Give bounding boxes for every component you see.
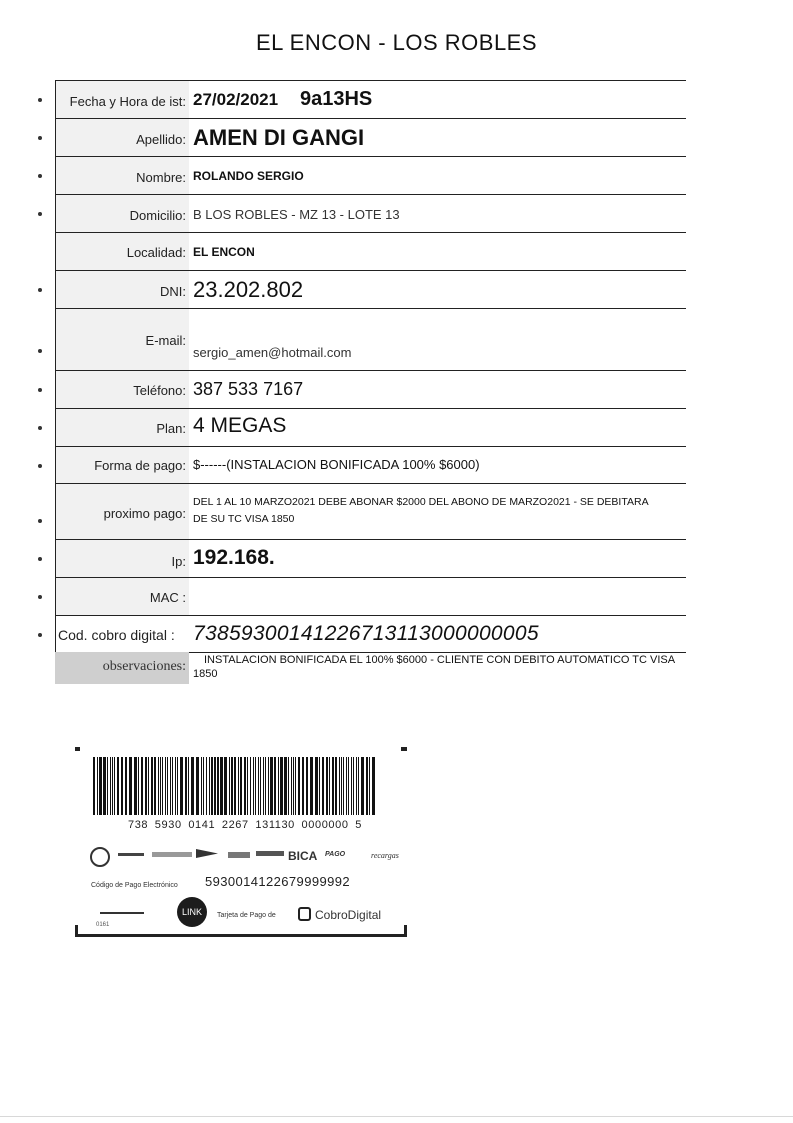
barcode-bar: [329, 757, 330, 815]
label-domicilio: Domicilio:: [55, 195, 189, 232]
barcode-bar: [346, 757, 347, 815]
barcode-bar: [220, 757, 223, 815]
barcode-bar: [97, 757, 98, 815]
barcode-bar: [112, 757, 113, 815]
label-fecha: Fecha y Hora de ist:: [55, 81, 189, 118]
barcode-bar: [315, 757, 318, 815]
barcode-bar: [93, 757, 95, 815]
barcode-bar: [180, 757, 183, 815]
barcode-bar: [298, 757, 300, 815]
row-ip: [55, 539, 686, 577]
row-telefono: [55, 370, 686, 408]
barcode-bar: [258, 757, 259, 815]
label-forma-pago: Forma de pago:: [55, 447, 189, 483]
barcode-bar: [358, 757, 359, 815]
barcode-bar: [280, 757, 283, 815]
barcode-bar: [322, 757, 324, 815]
barcode-bar: [263, 757, 264, 815]
barcode-bar: [319, 757, 320, 815]
barcode-bar: [250, 757, 251, 815]
barcode-number: 738 5930 0141 2267 131130 0000000 5: [128, 819, 362, 831]
barcode-bar: [278, 757, 279, 815]
barcode-bar: [107, 757, 108, 815]
barcode-bar: [366, 757, 368, 815]
barcode-bar: [138, 757, 139, 815]
value-cod-cobro: 73859300141226713113000000005: [193, 622, 539, 645]
value-observaciones: INSTALACION BONIFICADA EL 100% $6000 - CLIENTE CON DEBITO AUTOMATICO TC VISA 1850: [193, 654, 675, 680]
label-mac: MAC :: [55, 578, 189, 615]
bica-logo: BICA: [288, 849, 318, 863]
barcode-bar: [238, 757, 239, 815]
barcode-bar: [117, 757, 119, 815]
value-proximo-pago-line2: DE SU TC VISA 1850: [193, 513, 295, 525]
value-proximo-pago: DEL 1 AL 10 MARZO2021 DEBE ABONAR $2000 DEL ABONO DE MARZO2021 - SE DEBITARA DE SU TC VISA 1850: [193, 496, 649, 525]
barcode-bar: [224, 757, 227, 815]
barcode-bar: [351, 757, 352, 815]
barcode-bar: [343, 757, 344, 815]
label-email: E-mail:: [55, 309, 189, 370]
barcode-bar: [247, 757, 248, 815]
value-fecha: 27/02/2021 9a13HS: [193, 88, 373, 110]
barcode-bar: [154, 757, 156, 815]
value-telefono: 387 533 7167: [193, 379, 304, 399]
barcode-bar: [270, 757, 273, 815]
barcode-image: [93, 757, 375, 815]
barcode-bar: [203, 757, 204, 815]
row-plan: [55, 408, 686, 446]
barcode-bar: [201, 757, 202, 815]
barcode-bar: [356, 757, 357, 815]
label-telefono: Teléfono:: [55, 371, 189, 408]
barcode-bar: [293, 757, 294, 815]
barcode-bar: [103, 757, 106, 815]
barcode-bar: [148, 757, 149, 815]
logo-mark-3: [196, 849, 218, 858]
barcode-bar: [291, 757, 292, 815]
value-dni: 23.202.802: [193, 277, 304, 302]
row-domicilio: [55, 194, 686, 232]
barcode-bar: [114, 757, 115, 815]
row-cod-cobro: [55, 615, 686, 653]
logo-mark-2: [152, 852, 192, 857]
barcode-bar: [129, 757, 132, 815]
barcode-bar: [141, 757, 143, 815]
value-plan: 4 MEGAS: [193, 414, 287, 437]
card-small-number: 0161: [96, 922, 110, 928]
barcode-bar: [260, 757, 261, 815]
barcode-bar: [188, 757, 189, 815]
row-mac: [55, 577, 686, 615]
cobrodigital-icon: [298, 907, 311, 921]
barcode-bar: [211, 757, 213, 815]
barcode-bar: [121, 757, 123, 815]
barcode-bar: [125, 757, 127, 815]
barcode-bar: [268, 757, 269, 815]
value-email: sergio_amen@hotmail.com: [193, 345, 352, 360]
row-email: [55, 308, 686, 370]
value-mac: [193, 578, 680, 615]
row-fecha: [55, 80, 686, 118]
barcode-bar: [185, 757, 187, 815]
value-nombre: ROLANDO SERGIO: [193, 169, 304, 183]
value-ip: 192.168.: [193, 546, 275, 569]
label-proximo-pago: proximo pago:: [55, 484, 189, 539]
barcode-bar: [240, 757, 242, 815]
label-nombre: Nombre:: [55, 157, 189, 194]
label-ip: Ip:: [55, 540, 189, 577]
label-cod-cobro: Cod. cobro digital :: [55, 616, 189, 652]
barcode-bar: [209, 757, 210, 815]
barcode-bar: [353, 757, 354, 815]
barcode-bar: [145, 757, 147, 815]
barcode-bar: [217, 757, 219, 815]
barcode-bar: [162, 757, 163, 815]
barcode-bar: [158, 757, 159, 815]
pagomiscuentas-logo: [100, 905, 144, 914]
barcode-bar: [372, 757, 375, 815]
rapipago-logo: [90, 847, 110, 867]
barcode-bar: [302, 757, 304, 815]
barcode-bar: [191, 757, 194, 815]
barcode-bar: [134, 757, 137, 815]
observaciones-block: [55, 652, 686, 684]
label-apellido: Apellido:: [55, 119, 189, 156]
page-title: EL ENCON - LOS ROBLES: [255, 30, 538, 55]
row-proximo-pago: [55, 483, 686, 539]
barcode-bar: [110, 757, 111, 815]
value-domicilio: B LOS ROBLES - MZ 13 - LOTE 13: [193, 207, 400, 222]
barcode-bar: [177, 757, 178, 815]
barcode-bar: [361, 757, 364, 815]
link-logo: LINK: [177, 897, 207, 927]
barcode-bar: [335, 757, 337, 815]
barcode-bar: [369, 757, 370, 815]
logo-mark-1: [118, 853, 144, 856]
electronic-code-label: Código de Pago Electrónico: [91, 882, 178, 889]
barcode-bar: [160, 757, 161, 815]
barcode-bar: [214, 757, 216, 815]
customer-form: [55, 80, 686, 653]
label-dni: DNI:: [55, 271, 189, 308]
label-plan: Plan:: [55, 409, 189, 446]
recargas-logo: recargas: [371, 851, 399, 860]
page-edge-line: [0, 1116, 793, 1117]
barcode-bar: [151, 757, 153, 815]
barcode-bar: [341, 757, 342, 815]
logo-mark-5: [256, 851, 284, 856]
barcode-bar: [165, 757, 166, 815]
barcode-bar: [167, 757, 168, 815]
tarjeta-label: Tarjeta de Pago de: [217, 912, 276, 919]
barcode-bar: [253, 757, 254, 815]
row-nombre: [55, 156, 686, 194]
row-apellido: [55, 118, 686, 156]
value-forma-pago: $------(INSTALACION BONIFICADA 100% $6000): [193, 457, 480, 472]
row-forma-pago: [55, 446, 686, 483]
barcode-bar: [348, 757, 349, 815]
pagofacil-logo: PAGO: [325, 851, 346, 858]
value-localidad: EL ENCON: [193, 245, 255, 259]
barcode-bar: [170, 757, 171, 815]
value-hora: 9a13HS: [300, 88, 373, 110]
barcode-bar: [231, 757, 233, 815]
cobrodigital-brand: CobroDigital: [315, 908, 382, 922]
barcode-bar: [332, 757, 334, 815]
barcode-bar: [244, 757, 246, 815]
label-observaciones: observaciones:: [55, 652, 189, 684]
barcode-bar: [306, 757, 308, 815]
row-localidad: [55, 232, 686, 270]
barcode-bar: [295, 757, 296, 815]
logo-mark-4: [228, 852, 250, 858]
barcode-bar: [99, 757, 102, 815]
label-localidad: Localidad:: [55, 233, 189, 270]
barcode-bar: [339, 757, 340, 815]
value-apellido: AMEN DI GANGI: [193, 125, 365, 150]
barcode-bar: [284, 757, 287, 815]
barcode-bar: [206, 757, 207, 815]
barcode-bar: [229, 757, 230, 815]
payment-logos: [88, 843, 403, 869]
barcode-bar: [288, 757, 289, 815]
barcode-bar: [234, 757, 236, 815]
barcode-bar: [326, 757, 328, 815]
electronic-code: 5930014122679999992: [205, 874, 350, 889]
barcode-bar: [172, 757, 173, 815]
barcode-bar: [310, 757, 313, 815]
row-dni: [55, 270, 686, 308]
barcode-bar: [196, 757, 199, 815]
barcode-bar: [175, 757, 176, 815]
barcode-bar: [274, 757, 276, 815]
barcode-bar: [265, 757, 266, 815]
barcode-bar: [255, 757, 256, 815]
